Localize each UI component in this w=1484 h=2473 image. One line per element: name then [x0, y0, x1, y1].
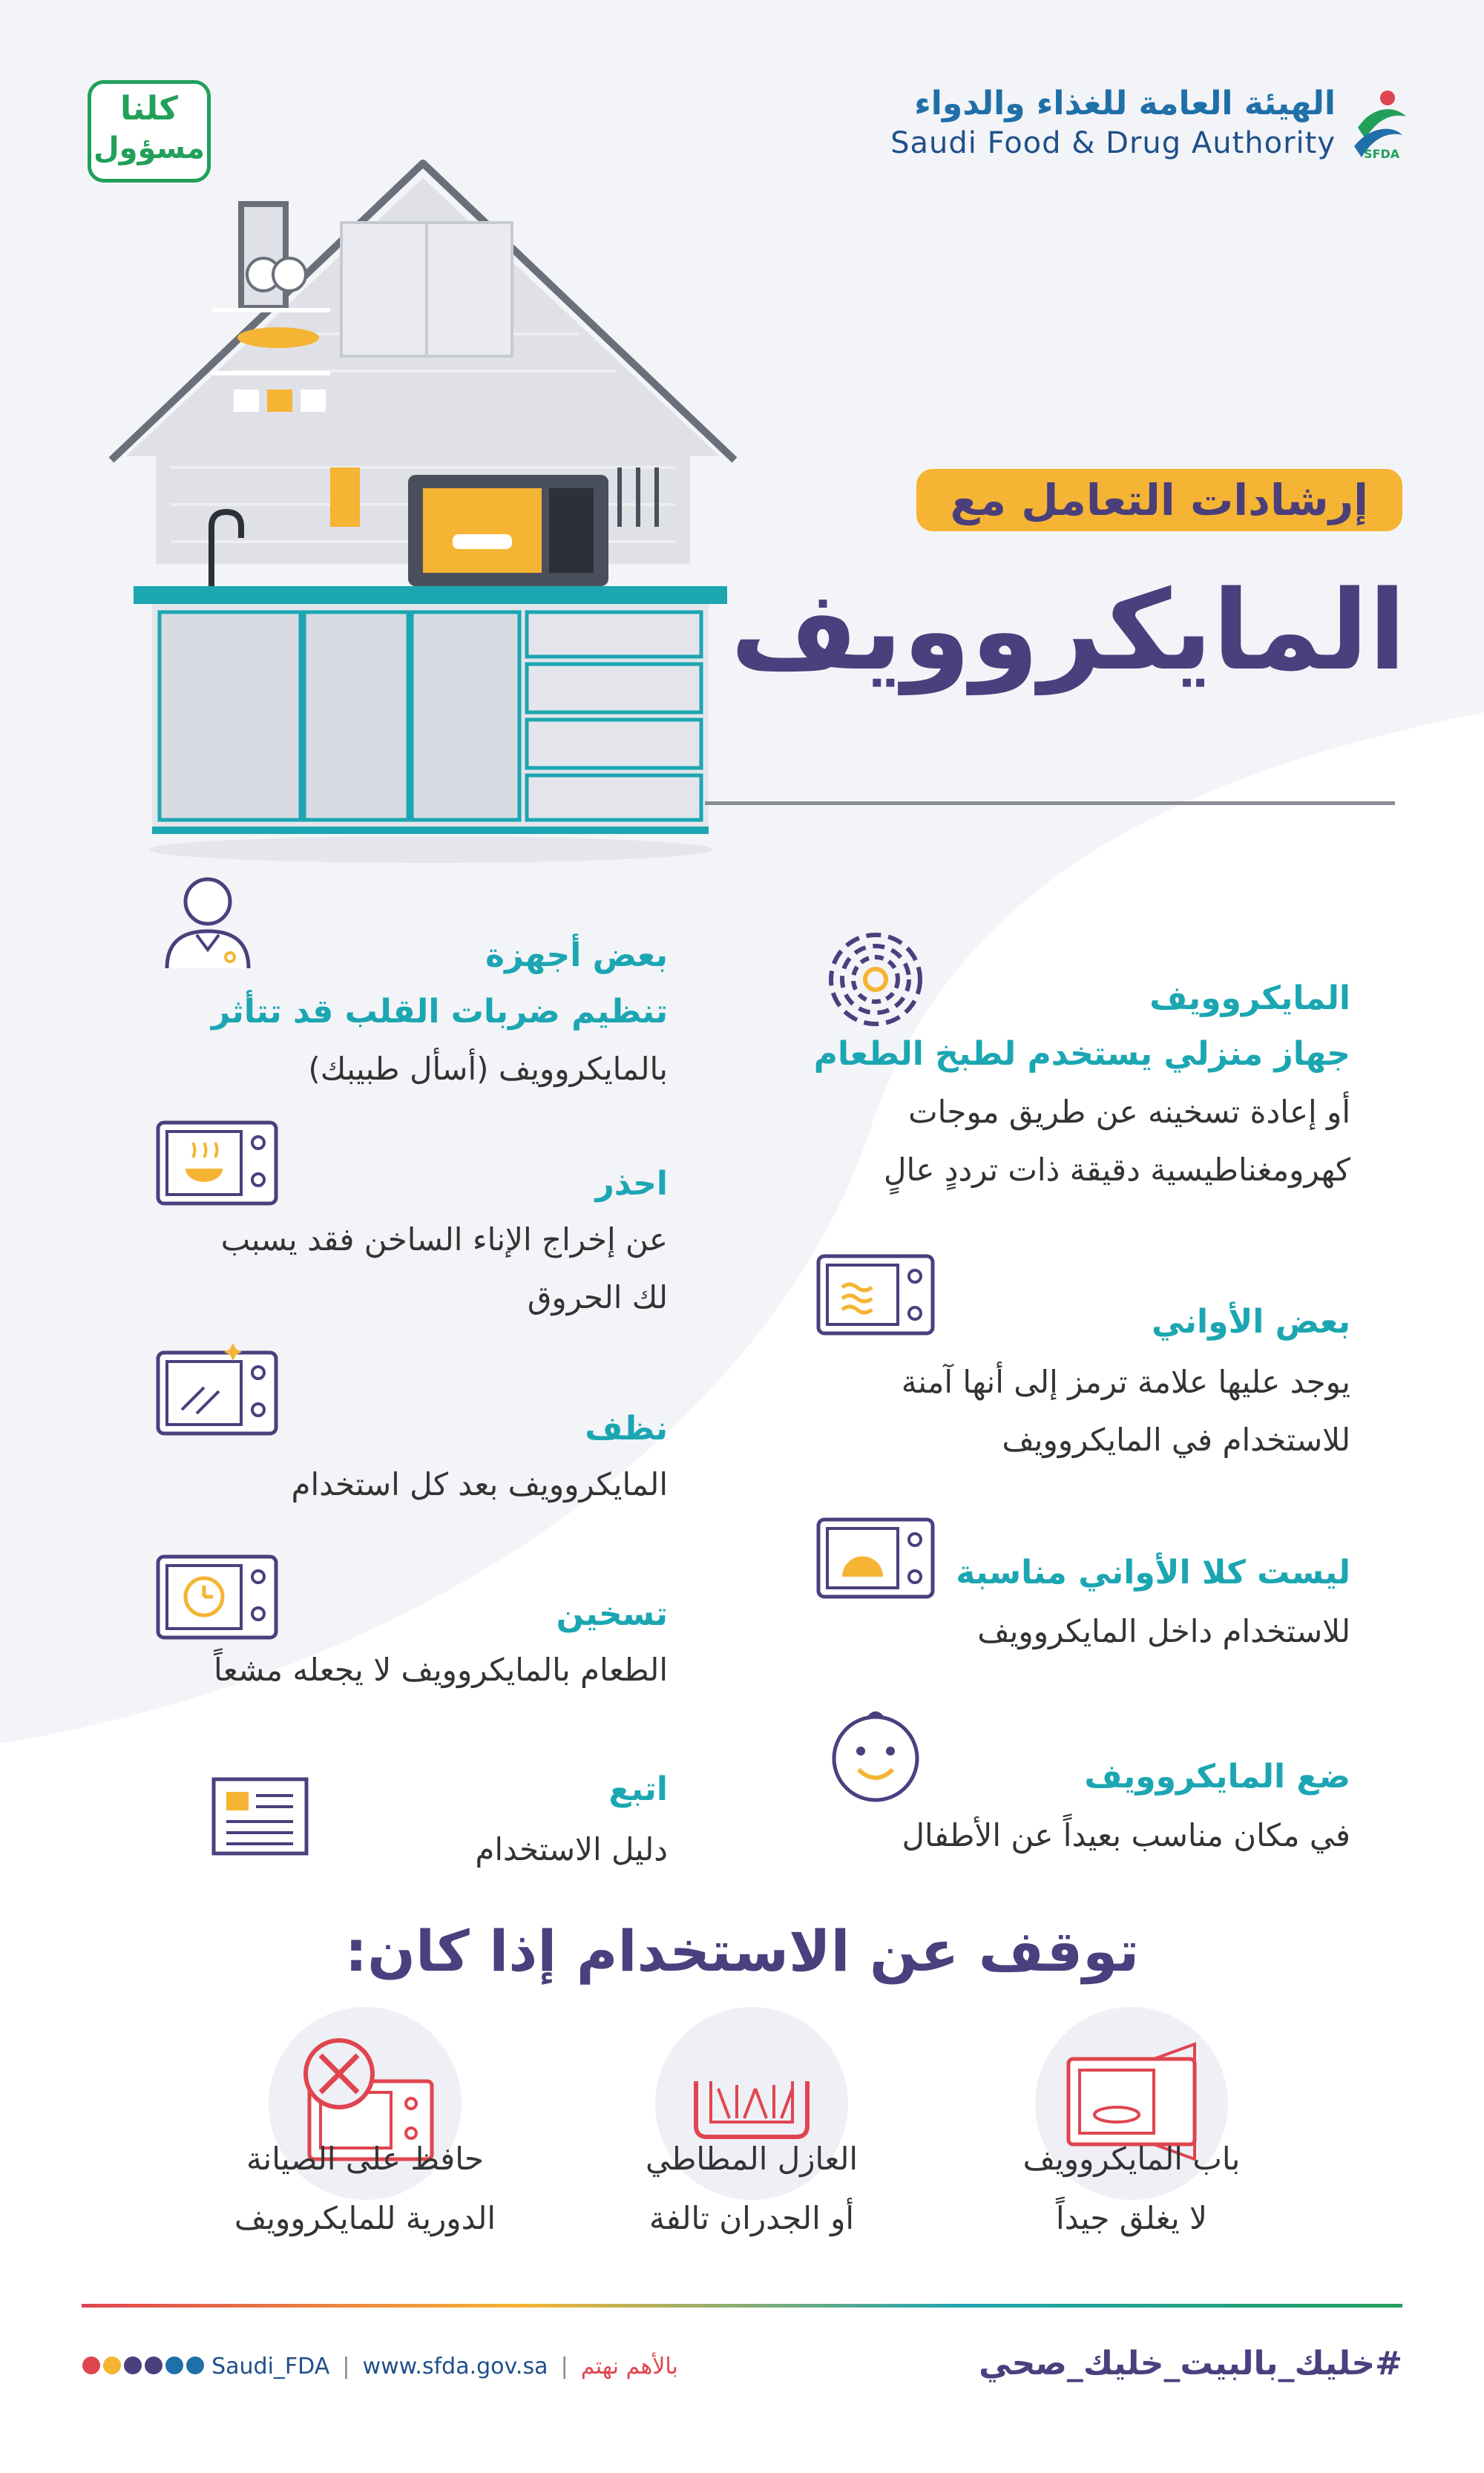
tip-not-all-containers	[683, 1543, 1350, 1661]
tip-line: عن إخراج الإناء الساخن فقد يسبب	[220, 1221, 668, 1258]
sfda-emblem-icon	[1350, 83, 1410, 165]
footer-hashtag: #خليك_بالبيت_خليك_صحي	[979, 2345, 1402, 2382]
tip-line: لك الحروق	[527, 1279, 668, 1316]
tip-line: يوجد عليها علامة ترمز إلى أنها آمنة	[901, 1364, 1350, 1400]
tip-follow-manual	[148, 1758, 668, 1879]
tip-heading: بعض أجهزة	[485, 936, 668, 974]
stop-line: باب المايكروويف	[1022, 2141, 1241, 2177]
footer-separator: |	[560, 2354, 568, 2380]
tip-heading-2: تنظيم ضربات القلب قد تتأثر	[211, 993, 668, 1031]
tip-line: للاستخدام في المايكروويف	[1002, 1422, 1350, 1458]
tip-hot-container-warning	[148, 1157, 668, 1327]
stop-line: الدورية للمايكروويف	[234, 2200, 496, 2236]
tip-line: الطعام بالمايكروويف لا يجعله مشعاً	[214, 1652, 668, 1688]
tip-heading: اتبع	[608, 1770, 668, 1808]
tip-line: للاستخدام داخل المايكروويف	[977, 1613, 1350, 1649]
tip-line: بالمايكروويف (أسأل طبيبك)	[308, 1051, 668, 1087]
tip-heating-not-radioactive	[148, 1588, 668, 1699]
tip-heading: احذر	[595, 1165, 668, 1203]
stop-line: لا يغلق جيداً	[1056, 2200, 1207, 2236]
tip-clean-after-use	[148, 1402, 668, 1514]
stop-item-door	[983, 2129, 1280, 2248]
main-title: المايكروويف	[730, 567, 1406, 694]
kitchen-house-illustration	[82, 148, 749, 868]
stop-line: أو الجدران تالفة	[649, 2200, 855, 2236]
title-underline	[705, 801, 1395, 805]
tip-heading: بعض الأواني	[1151, 1303, 1350, 1341]
campaign-logo-line2: مسؤول	[93, 131, 206, 165]
tip-line: دليل الاستخدام	[475, 1831, 668, 1868]
sfda-abbr: SFDA	[1364, 147, 1400, 161]
footer-separator: |	[342, 2354, 350, 2380]
stop-title: توقف عن الاستخدام إذا كان:	[344, 1918, 1140, 1984]
stop-line: العازل المطاطي	[645, 2141, 858, 2177]
social-handle[interactable]: Saudi_FDA	[211, 2354, 330, 2380]
website-link[interactable]: www.sfda.gov.sa	[362, 2354, 548, 2380]
title-pill: إرشادات التعامل مع	[916, 469, 1402, 531]
tip-heading: ضع المايكروويف	[1084, 1758, 1350, 1796]
tip-line: المايكروويف بعد كل استخدام	[291, 1466, 668, 1502]
social-icons	[82, 2356, 208, 2378]
tip-heading: نظف	[585, 1410, 668, 1448]
tip-microwave-definition	[683, 972, 1350, 1199]
authority-logo	[890, 83, 1410, 172]
footer-contact	[82, 2354, 824, 2391]
tip-heading: تسخين	[556, 1595, 668, 1633]
tip-safe-containers	[683, 1291, 1350, 1469]
footer-slogan: بالأهم نهتم	[580, 2354, 678, 2380]
authority-name-en: Saudi Food & Drug Authority	[890, 126, 1336, 160]
tip-line: جهاز منزلي يستخدم لطبخ الطعام	[813, 1035, 1350, 1073]
tip-heading: المايكروويف	[1149, 979, 1350, 1017]
tip-place-away-children	[683, 1747, 1350, 1865]
tip-line: أو إعادة تسخينه عن طريق موجات	[908, 1094, 1350, 1130]
stop-item-seal	[603, 2129, 900, 2248]
footer-divider	[82, 2304, 1402, 2308]
stop-item-maintenance	[217, 2129, 513, 2248]
campaign-logo-line1: كلنا	[119, 90, 179, 128]
tip-line: في مكان مناسب بعيداً عن الأطفال	[902, 1817, 1350, 1853]
tip-pacemaker-warning	[148, 927, 668, 1098]
tip-line: كهرومغناطيسية دقيقة ذات ترددٍ عالٍ	[884, 1152, 1350, 1188]
tip-heading: ليست كلا الأواني مناسبة	[956, 1554, 1350, 1592]
stop-line: حافظ على الصيانة	[246, 2141, 484, 2177]
authority-name-ar: الهيئة العامة للغذاء والدواء	[914, 85, 1336, 122]
